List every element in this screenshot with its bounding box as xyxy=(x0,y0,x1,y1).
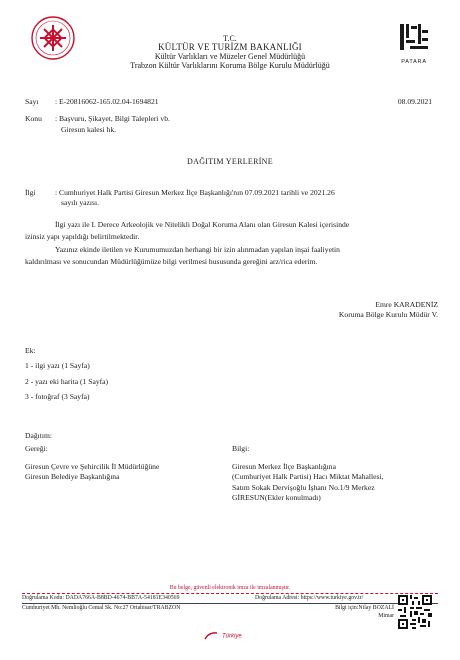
qr-code-icon xyxy=(398,595,432,629)
bilgi-label: Bilgi: xyxy=(232,444,250,453)
info-role: Mimar xyxy=(378,613,394,619)
attachments-block xyxy=(25,346,108,402)
bilgi-line: GİRESUN(Ekler konulmadı) xyxy=(232,492,321,502)
header-board: Trabzon Kültür Varlıklarını Koruma Bölge Kurulu Müdürlüğü xyxy=(130,61,330,70)
geregi-item: Giresun Belediye Başkanlığına xyxy=(25,472,120,482)
ilgi-label: İlgi xyxy=(25,188,36,197)
body-p1-line1: İlgi yazı ile I. Derece Arkeolojik ve Nitelikli Doğal Koruma Alanı olan Giresun Kalesi içerisinde xyxy=(55,220,350,229)
patara-logo-text: PATARA xyxy=(401,59,427,65)
header-directorate: Kültür Varlıkları ve Müzeler Genel Müdürlüğü xyxy=(154,52,306,61)
distribution-label: Dağıtım: xyxy=(25,431,52,440)
patara-logo-icon xyxy=(396,20,432,54)
signature-name: Emre KARADENİZ xyxy=(375,300,438,309)
bilgi-line: Giresun Merkez İlçe Başkanlığına xyxy=(232,462,336,471)
distribution-title: DAĞITIM YERLERİNE xyxy=(187,157,273,166)
konu-line1: : Başvuru, Şikayet, Bilgi Talepleri vb. xyxy=(55,114,170,123)
signature-block xyxy=(339,300,438,321)
sayi-label: Sayı xyxy=(25,97,39,106)
signature-title: Koruma Bölge Kurulu Müdür V. xyxy=(338,310,438,320)
geregi-item: Giresun Çevre ve Şehircilik İl Müdürlüğüne xyxy=(25,462,160,471)
verify-address[interactable]: Doğrulama Adresi: https://www.turkiye.gov.tr/ xyxy=(255,595,364,601)
body-p1-line2: izinsiz yapı yapıldığı belirtilmektedir. xyxy=(25,232,140,241)
bilgi-list xyxy=(232,462,442,503)
ilgi-line1: : Cumhuriyet Halk Partisi Giresun Merkez İlçe Başkanlığı'nın 07.09.2021 tarihli ve 2021.26 xyxy=(55,188,335,197)
bilgi-line: (Cumhuriyet Halk Partisi) Hacı Miktat Mahallesi, xyxy=(232,472,384,482)
attachments-label: Ek: xyxy=(25,346,36,355)
body-p2-line2: kaldırılması ve sonucundan Müdürlüğümüze bilgi verilmesi hususunda gereğini arz/rica ederim. xyxy=(25,257,318,266)
turkiye-brand-text: Türkiye xyxy=(222,633,242,640)
turkiye-brand xyxy=(204,627,242,645)
turkiye-brand-icon xyxy=(204,631,218,641)
ilgi-line2: sayılı yazısı. xyxy=(61,198,99,208)
document-date: 08.09.2021 xyxy=(397,97,432,106)
footer-divider xyxy=(22,593,438,594)
ilgi-text xyxy=(55,188,435,209)
attachment-item: 1 - ilgi yazı (1 Sayfa) xyxy=(25,361,90,371)
geregi-list xyxy=(25,462,225,483)
attachment-item: 2 - yazı eki harita (1 Sayfa) xyxy=(25,376,109,386)
header-ministry: KÜLTÜR VE TURİZM BAKANLIĞI xyxy=(158,42,302,52)
patara-logo xyxy=(396,20,432,64)
footer-address: Cumhuriyet Mh. Nemlioğlu Cemal Sk. No:27 Ortahisar/TRABZON xyxy=(22,605,181,611)
konu-label: Konu xyxy=(25,114,42,123)
body-p2-line1: Yazınız ekinde iletilen ve Kurumumuzdan herhangi bir izin alınmadan yapılan inşai faaliyetin xyxy=(55,245,340,254)
sayi-value: : E-20816062-165.02.04-1694821 xyxy=(55,97,159,106)
attachment-item: 3 - fotoğraf (3 Sayfa) xyxy=(25,391,90,401)
verify-code: Doğrulama Kodu: DADA766A-B8BD-4674-BB7A-54181E340569 xyxy=(22,595,180,601)
konu-line2: Giresun kalesi hk. xyxy=(61,125,117,134)
geregi-label: Gereği: xyxy=(25,444,48,453)
header-tc: T.C. xyxy=(223,34,237,43)
bilgi-line: Satım Sokak Dervişoğlu İşhanı No.1/9 Merkez xyxy=(232,482,375,492)
footer-divider-2 xyxy=(22,603,438,604)
esign-notice: Bu belge, güvenli elektronik imza ile imzalanmıştır. xyxy=(169,585,291,591)
info-contact: Bilgi için:Nilay BOZALİ xyxy=(335,605,394,611)
